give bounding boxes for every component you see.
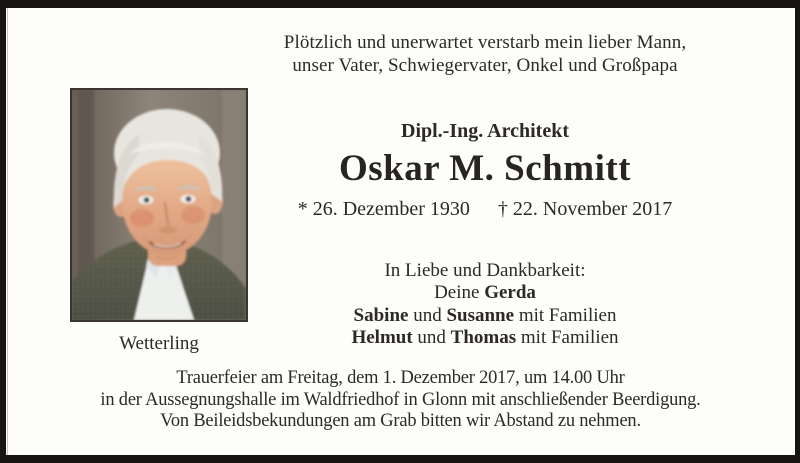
funeral-info xyxy=(18,367,783,432)
funeral-line-3: Von Beileidsbekundungen am Grab bitten wir Abstand zu nehmen. xyxy=(160,410,641,432)
funeral-line-1: Trauerfeier am Freitag, dem 1. Dezember 2017, um 14.00 Uhr xyxy=(176,367,625,388)
closing-line-daughters xyxy=(175,305,795,327)
closing-wife-name: Gerda xyxy=(484,282,536,304)
daughter-name-2: Susanne xyxy=(446,304,515,326)
death-date: † 22. November 2017 xyxy=(497,198,673,220)
obituary-card xyxy=(6,8,795,455)
intro-line-2: unser Vater, Schwiegervater, Onkel und Großpapa xyxy=(292,55,678,76)
daughters-suffix: mit Familien xyxy=(514,304,617,326)
professional-title: Dipl.-Ing. Architekt xyxy=(401,120,569,142)
scan-edge-line xyxy=(7,8,8,455)
son-name-2: Thomas xyxy=(450,327,517,349)
sons-conjunction: und xyxy=(412,327,451,349)
closing-block xyxy=(175,260,795,350)
birth-date: * 26. Dezember 1930 xyxy=(297,198,470,220)
intro-text xyxy=(175,31,795,77)
deceased-name: Oskar M. Schmitt xyxy=(338,148,631,189)
intro-line-1: Plötzlich und unerwartet verstarb mein lieber Mann, xyxy=(283,32,687,53)
daughter-name-1: Sabine xyxy=(353,304,409,326)
life-dates xyxy=(175,197,795,221)
funeral-line-2: in der Aussegnungshalle im Waldfriedhof in Glonn mit anschließender Beerdigung. xyxy=(100,388,701,410)
son-name-1: Helmut xyxy=(351,327,413,349)
closing-line-wife xyxy=(175,282,795,304)
closing-wife-prefix: Deine xyxy=(434,282,485,304)
closing-line-sons xyxy=(175,327,795,349)
sons-suffix: mit Familien xyxy=(516,327,619,349)
daughters-conjunction: und xyxy=(408,304,447,326)
closing-intro: In Liebe und Dankbarkeit: xyxy=(384,260,586,281)
photo-credit: Wetterling xyxy=(119,333,199,354)
